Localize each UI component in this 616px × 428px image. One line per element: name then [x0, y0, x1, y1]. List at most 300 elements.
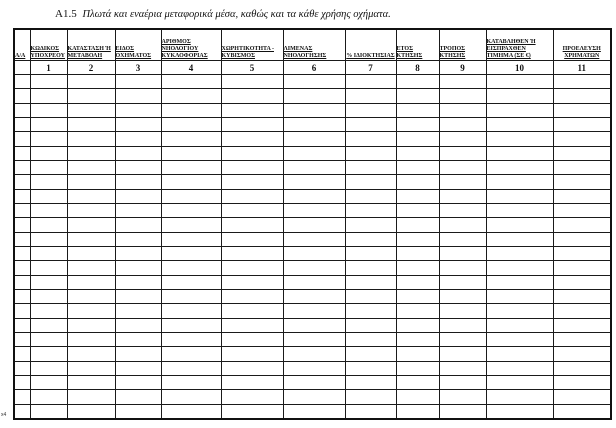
table-cell-status-change[interactable]: [67, 89, 115, 103]
table-cell-registry-number[interactable]: [161, 289, 221, 303]
table-cell-ownership-percent[interactable]: [345, 375, 396, 389]
table-cell-vehicle-type[interactable]: [115, 289, 161, 303]
table-cell-vehicle-type[interactable]: [115, 89, 161, 103]
table-cell-price-paid[interactable]: [486, 146, 553, 160]
table-cell-status-change[interactable]: [67, 146, 115, 160]
table-cell-money-origin[interactable]: [553, 361, 611, 375]
table-cell-price-paid[interactable]: [486, 175, 553, 189]
table-cell-acquisition-year[interactable]: [396, 404, 439, 419]
table-cell-ownership-percent[interactable]: [345, 75, 396, 89]
table-cell-capacity[interactable]: [221, 160, 283, 174]
table-cell-registry-port[interactable]: [283, 160, 345, 174]
table-cell-status-change[interactable]: [67, 103, 115, 117]
table-cell-acquisition-method[interactable]: [439, 318, 486, 332]
table-cell-acquisition-method[interactable]: [439, 75, 486, 89]
table-cell-registry-port[interactable]: [283, 347, 345, 361]
table-cell-acquisition-year[interactable]: [396, 232, 439, 246]
table-cell-acquisition-method[interactable]: [439, 375, 486, 389]
table-cell-acquisition-method[interactable]: [439, 175, 486, 189]
table-cell-price-paid[interactable]: [486, 160, 553, 174]
table-cell-vehicle-type[interactable]: [115, 390, 161, 404]
table-cell-registry-port[interactable]: [283, 103, 345, 117]
table-cell-serial-no[interactable]: [14, 132, 30, 146]
table-cell-status-change[interactable]: [67, 261, 115, 275]
table-cell-registry-port[interactable]: [283, 390, 345, 404]
table-cell-serial-no[interactable]: [14, 275, 30, 289]
table-cell-registry-port[interactable]: [283, 117, 345, 131]
table-cell-acquisition-year[interactable]: [396, 146, 439, 160]
table-cell-money-origin[interactable]: [553, 189, 611, 203]
column-header-status-change: [67, 29, 115, 61]
table-cell-acquisition-method[interactable]: [439, 103, 486, 117]
table-cell-taxpayer-code[interactable]: [30, 332, 67, 346]
table-cell-money-origin[interactable]: [553, 404, 611, 419]
table-cell-serial-no[interactable]: [14, 404, 30, 419]
table-cell-acquisition-year[interactable]: [396, 318, 439, 332]
column-header-label: ΕΙΔΟΣ ΟΧΗΜΑΤΟΣ: [115, 46, 152, 59]
table-cell-price-paid[interactable]: [486, 304, 553, 318]
table-cell-registry-number[interactable]: [161, 175, 221, 189]
table-cell-registry-number[interactable]: [161, 117, 221, 131]
table-cell-price-paid[interactable]: [486, 232, 553, 246]
table-cell-taxpayer-code[interactable]: [30, 261, 67, 275]
table-cell-taxpayer-code[interactable]: [30, 75, 67, 89]
table-cell-acquisition-year[interactable]: [396, 347, 439, 361]
table-cell-taxpayer-code[interactable]: [30, 103, 67, 117]
table-cell-ownership-percent[interactable]: [345, 103, 396, 117]
table-row: [14, 175, 611, 189]
table-cell-capacity[interactable]: [221, 75, 283, 89]
table-cell-serial-no[interactable]: [14, 232, 30, 246]
table-cell-registry-port[interactable]: [283, 375, 345, 389]
table-cell-acquisition-year[interactable]: [396, 218, 439, 232]
table-cell-vehicle-type[interactable]: [115, 361, 161, 375]
table-cell-acquisition-method[interactable]: [439, 304, 486, 318]
table-cell-acquisition-year[interactable]: [396, 332, 439, 346]
table-cell-money-origin[interactable]: [553, 304, 611, 318]
table-cell-status-change[interactable]: [67, 232, 115, 246]
table-cell-taxpayer-code[interactable]: [30, 117, 67, 131]
table-cell-capacity[interactable]: [221, 218, 283, 232]
table-cell-registry-number[interactable]: [161, 189, 221, 203]
table-cell-vehicle-type[interactable]: [115, 404, 161, 419]
table-cell-vehicle-type[interactable]: [115, 246, 161, 260]
table-cell-acquisition-method[interactable]: [439, 347, 486, 361]
table-cell-money-origin[interactable]: [553, 103, 611, 117]
table-cell-vehicle-type[interactable]: [115, 146, 161, 160]
table-cell-acquisition-year[interactable]: [396, 160, 439, 174]
table-cell-status-change[interactable]: [67, 304, 115, 318]
table-cell-registry-port[interactable]: [283, 146, 345, 160]
table-cell-status-change[interactable]: [67, 117, 115, 131]
table-cell-serial-no[interactable]: [14, 390, 30, 404]
table-cell-registry-number[interactable]: [161, 261, 221, 275]
table-cell-capacity[interactable]: [221, 347, 283, 361]
table-cell-taxpayer-code[interactable]: [30, 232, 67, 246]
table-cell-ownership-percent[interactable]: [345, 289, 396, 303]
table-cell-serial-no[interactable]: [14, 332, 30, 346]
table-cell-registry-number[interactable]: [161, 361, 221, 375]
table-cell-taxpayer-code[interactable]: [30, 175, 67, 189]
table-cell-money-origin[interactable]: [553, 203, 611, 217]
table-cell-acquisition-year[interactable]: [396, 203, 439, 217]
table-cell-acquisition-year[interactable]: [396, 189, 439, 203]
table-cell-money-origin[interactable]: [553, 218, 611, 232]
table-cell-acquisition-method[interactable]: [439, 117, 486, 131]
table-cell-acquisition-year[interactable]: [396, 375, 439, 389]
table-cell-ownership-percent[interactable]: [345, 203, 396, 217]
table-cell-registry-port[interactable]: [283, 246, 345, 260]
table-cell-money-origin[interactable]: [553, 375, 611, 389]
table-cell-serial-no[interactable]: [14, 103, 30, 117]
table-cell-taxpayer-code[interactable]: [30, 203, 67, 217]
table-cell-registry-number[interactable]: [161, 347, 221, 361]
table-cell-acquisition-year[interactable]: [396, 175, 439, 189]
table-cell-ownership-percent[interactable]: [345, 189, 396, 203]
table-cell-vehicle-type[interactable]: [115, 103, 161, 117]
table-cell-capacity[interactable]: [221, 89, 283, 103]
table-cell-acquisition-method[interactable]: [439, 89, 486, 103]
table-cell-price-paid[interactable]: [486, 347, 553, 361]
table-cell-serial-no[interactable]: [14, 203, 30, 217]
table-cell-acquisition-method[interactable]: [439, 332, 486, 346]
table-cell-vehicle-type[interactable]: [115, 218, 161, 232]
table-cell-capacity[interactable]: [221, 261, 283, 275]
table-cell-registry-port[interactable]: [283, 203, 345, 217]
table-cell-money-origin[interactable]: [553, 275, 611, 289]
table-cell-ownership-percent[interactable]: [345, 89, 396, 103]
table-cell-registry-port[interactable]: [283, 318, 345, 332]
table-cell-taxpayer-code[interactable]: [30, 189, 67, 203]
table-cell-serial-no[interactable]: [14, 246, 30, 260]
table-cell-status-change[interactable]: [67, 318, 115, 332]
table-cell-serial-no[interactable]: [14, 89, 30, 103]
table-cell-acquisition-year[interactable]: [396, 89, 439, 103]
table-cell-acquisition-method[interactable]: [439, 361, 486, 375]
table-cell-vehicle-type[interactable]: [115, 375, 161, 389]
table-cell-registry-port[interactable]: [283, 304, 345, 318]
table-cell-status-change[interactable]: [67, 347, 115, 361]
table-cell-capacity[interactable]: [221, 404, 283, 419]
table-cell-ownership-percent[interactable]: [345, 132, 396, 146]
table-cell-taxpayer-code[interactable]: [30, 246, 67, 260]
table-cell-ownership-percent[interactable]: [345, 390, 396, 404]
table-cell-price-paid[interactable]: [486, 218, 553, 232]
table-cell-registry-number[interactable]: [161, 232, 221, 246]
table-cell-vehicle-type[interactable]: [115, 160, 161, 174]
table-cell-acquisition-method[interactable]: [439, 232, 486, 246]
table-cell-registry-port[interactable]: [283, 175, 345, 189]
table-cell-status-change[interactable]: [67, 289, 115, 303]
table-cell-acquisition-method[interactable]: [439, 289, 486, 303]
table-cell-serial-no[interactable]: [14, 146, 30, 160]
table-cell-registry-number[interactable]: [161, 275, 221, 289]
table-cell-money-origin[interactable]: [553, 261, 611, 275]
table-cell-registry-port[interactable]: [283, 89, 345, 103]
table-cell-acquisition-method[interactable]: [439, 390, 486, 404]
table-cell-registry-port[interactable]: [283, 404, 345, 419]
table-cell-ownership-percent[interactable]: [345, 246, 396, 260]
table-cell-price-paid[interactable]: [486, 103, 553, 117]
table-cell-taxpayer-code[interactable]: [30, 132, 67, 146]
table-cell-registry-number[interactable]: [161, 132, 221, 146]
table-cell-registry-number[interactable]: [161, 146, 221, 160]
table-cell-capacity[interactable]: [221, 246, 283, 260]
table-cell-money-origin[interactable]: [553, 75, 611, 89]
table-cell-registry-number[interactable]: [161, 103, 221, 117]
table-cell-acquisition-method[interactable]: [439, 189, 486, 203]
table-cell-price-paid[interactable]: [486, 275, 553, 289]
table-cell-acquisition-year[interactable]: [396, 361, 439, 375]
table-cell-money-origin[interactable]: [553, 146, 611, 160]
table-cell-taxpayer-code[interactable]: [30, 160, 67, 174]
table-cell-price-paid[interactable]: [486, 246, 553, 260]
table-cell-acquisition-method[interactable]: [439, 404, 486, 419]
table-cell-serial-no[interactable]: [14, 75, 30, 89]
table-cell-ownership-percent[interactable]: [345, 275, 396, 289]
table-cell-registry-number[interactable]: [161, 203, 221, 217]
table-cell-capacity[interactable]: [221, 304, 283, 318]
table-cell-serial-no[interactable]: [14, 175, 30, 189]
table-cell-vehicle-type[interactable]: [115, 232, 161, 246]
table-cell-price-paid[interactable]: [486, 390, 553, 404]
table-cell-capacity[interactable]: [221, 390, 283, 404]
table-cell-vehicle-type[interactable]: [115, 275, 161, 289]
table-cell-capacity[interactable]: [221, 132, 283, 146]
table-cell-acquisition-method[interactable]: [439, 132, 486, 146]
table-cell-vehicle-type[interactable]: [115, 332, 161, 346]
table-cell-ownership-percent[interactable]: [345, 318, 396, 332]
table-cell-money-origin[interactable]: [553, 175, 611, 189]
table-cell-price-paid[interactable]: [486, 189, 553, 203]
table-cell-acquisition-year[interactable]: [396, 117, 439, 131]
table-cell-ownership-percent[interactable]: [345, 175, 396, 189]
table-cell-registry-port[interactable]: [283, 261, 345, 275]
table-cell-acquisition-year[interactable]: [396, 132, 439, 146]
table-cell-taxpayer-code[interactable]: [30, 404, 67, 419]
table-cell-registry-number[interactable]: [161, 304, 221, 318]
table-cell-price-paid[interactable]: [486, 332, 553, 346]
table-cell-acquisition-method[interactable]: [439, 146, 486, 160]
table-cell-registry-number[interactable]: [161, 160, 221, 174]
table-cell-acquisition-method[interactable]: [439, 275, 486, 289]
table-cell-capacity[interactable]: [221, 232, 283, 246]
table-cell-vehicle-type[interactable]: [115, 304, 161, 318]
table-cell-taxpayer-code[interactable]: [30, 361, 67, 375]
table-cell-status-change[interactable]: [67, 175, 115, 189]
table-cell-ownership-percent[interactable]: [345, 146, 396, 160]
table-cell-money-origin[interactable]: [553, 232, 611, 246]
table-cell-ownership-percent[interactable]: [345, 404, 396, 419]
table-cell-taxpayer-code[interactable]: [30, 390, 67, 404]
table-cell-taxpayer-code[interactable]: [30, 89, 67, 103]
table-cell-registry-number[interactable]: [161, 390, 221, 404]
table-cell-registry-port[interactable]: [283, 75, 345, 89]
table-cell-ownership-percent[interactable]: [345, 218, 396, 232]
table-cell-money-origin[interactable]: [553, 390, 611, 404]
table-cell-registry-number[interactable]: [161, 218, 221, 232]
table-cell-status-change[interactable]: [67, 189, 115, 203]
table-cell-acquisition-year[interactable]: [396, 304, 439, 318]
table-cell-status-change[interactable]: [67, 390, 115, 404]
table-cell-price-paid[interactable]: [486, 203, 553, 217]
table-cell-registry-port[interactable]: [283, 232, 345, 246]
table-cell-serial-no[interactable]: [14, 160, 30, 174]
column-header-label: % ΙΔΙΟΚΤΗΣΙΑΣ: [346, 53, 395, 59]
column-number-price-paid: 10: [486, 61, 553, 75]
table-cell-price-paid[interactable]: [486, 318, 553, 332]
table-cell-ownership-percent[interactable]: [345, 232, 396, 246]
table-cell-serial-no[interactable]: [14, 304, 30, 318]
table-cell-capacity[interactable]: [221, 175, 283, 189]
table-cell-vehicle-type[interactable]: [115, 347, 161, 361]
table-cell-price-paid[interactable]: [486, 375, 553, 389]
table-cell-money-origin[interactable]: [553, 117, 611, 131]
table-cell-capacity[interactable]: [221, 289, 283, 303]
table-cell-money-origin[interactable]: [553, 347, 611, 361]
table-cell-ownership-percent[interactable]: [345, 347, 396, 361]
table-cell-taxpayer-code[interactable]: [30, 146, 67, 160]
table-cell-capacity[interactable]: [221, 189, 283, 203]
table-row: [14, 246, 611, 260]
table-cell-capacity[interactable]: [221, 203, 283, 217]
table-cell-serial-no[interactable]: [14, 375, 30, 389]
table-cell-price-paid[interactable]: [486, 261, 553, 275]
table-cell-acquisition-method[interactable]: [439, 246, 486, 260]
column-number-status-change: 2: [67, 61, 115, 75]
table-cell-price-paid[interactable]: [486, 75, 553, 89]
table-cell-status-change[interactable]: [67, 375, 115, 389]
table-cell-vehicle-type[interactable]: [115, 132, 161, 146]
table-cell-taxpayer-code[interactable]: [30, 304, 67, 318]
table-cell-acquisition-year[interactable]: [396, 275, 439, 289]
table-cell-acquisition-year[interactable]: [396, 261, 439, 275]
table-cell-taxpayer-code[interactable]: [30, 318, 67, 332]
table-cell-price-paid[interactable]: [486, 361, 553, 375]
table-cell-price-paid[interactable]: [486, 404, 553, 419]
table-cell-acquisition-year[interactable]: [396, 390, 439, 404]
table-cell-registry-port[interactable]: [283, 361, 345, 375]
table-cell-serial-no[interactable]: [14, 261, 30, 275]
table-cell-acquisition-year[interactable]: [396, 289, 439, 303]
table-cell-registry-number[interactable]: [161, 89, 221, 103]
table-cell-ownership-percent[interactable]: [345, 332, 396, 346]
table-cell-serial-no[interactable]: [14, 218, 30, 232]
table-cell-registry-number[interactable]: [161, 404, 221, 419]
table-cell-capacity[interactable]: [221, 275, 283, 289]
table-cell-status-change[interactable]: [67, 332, 115, 346]
table-cell-vehicle-type[interactable]: [115, 318, 161, 332]
table-cell-registry-number[interactable]: [161, 318, 221, 332]
table-cell-status-change[interactable]: [67, 160, 115, 174]
table-cell-serial-no[interactable]: [14, 289, 30, 303]
table-cell-ownership-percent[interactable]: [345, 261, 396, 275]
table-cell-vehicle-type[interactable]: [115, 189, 161, 203]
table-cell-ownership-percent[interactable]: [345, 304, 396, 318]
table-cell-taxpayer-code[interactable]: [30, 275, 67, 289]
table-cell-ownership-percent[interactable]: [345, 361, 396, 375]
table-cell-vehicle-type[interactable]: [115, 175, 161, 189]
table-cell-capacity[interactable]: [221, 117, 283, 131]
table-cell-status-change[interactable]: [67, 275, 115, 289]
table-cell-registry-port[interactable]: [283, 332, 345, 346]
table-cell-vehicle-type[interactable]: [115, 75, 161, 89]
table-cell-money-origin[interactable]: [553, 332, 611, 346]
table-cell-acquisition-year[interactable]: [396, 75, 439, 89]
table-cell-serial-no[interactable]: [14, 117, 30, 131]
table-cell-registry-port[interactable]: [283, 289, 345, 303]
table-cell-serial-no[interactable]: [14, 347, 30, 361]
table-cell-price-paid[interactable]: [486, 117, 553, 131]
table-cell-status-change[interactable]: [67, 203, 115, 217]
table-cell-ownership-percent[interactable]: [345, 160, 396, 174]
table-cell-registry-port[interactable]: [283, 275, 345, 289]
column-number-acquisition-method: 9: [439, 61, 486, 75]
table-cell-money-origin[interactable]: [553, 160, 611, 174]
table-cell-registry-number[interactable]: [161, 375, 221, 389]
table-body: [14, 75, 611, 420]
table-cell-capacity[interactable]: [221, 361, 283, 375]
table-cell-capacity[interactable]: [221, 103, 283, 117]
column-header-money-origin: [553, 29, 611, 61]
table-cell-money-origin[interactable]: [553, 132, 611, 146]
table-cell-serial-no[interactable]: [14, 318, 30, 332]
table-cell-money-origin[interactable]: [553, 89, 611, 103]
table-cell-serial-no[interactable]: [14, 189, 30, 203]
table-cell-price-paid[interactable]: [486, 132, 553, 146]
table-cell-acquisition-year[interactable]: [396, 103, 439, 117]
table-cell-registry-port[interactable]: [283, 132, 345, 146]
table-cell-taxpayer-code[interactable]: [30, 375, 67, 389]
table-cell-vehicle-type[interactable]: [115, 203, 161, 217]
table-cell-registry-number[interactable]: [161, 332, 221, 346]
table-cell-price-paid[interactable]: [486, 289, 553, 303]
table-cell-capacity[interactable]: [221, 332, 283, 346]
table-cell-money-origin[interactable]: [553, 289, 611, 303]
table-cell-registry-port[interactable]: [283, 189, 345, 203]
table-cell-registry-number[interactable]: [161, 246, 221, 260]
vehicles-table: [13, 28, 612, 420]
table-cell-serial-no[interactable]: [14, 361, 30, 375]
table-cell-acquisition-method[interactable]: [439, 203, 486, 217]
table-cell-price-paid[interactable]: [486, 89, 553, 103]
table-cell-capacity[interactable]: [221, 318, 283, 332]
table-cell-status-change[interactable]: [67, 361, 115, 375]
table-cell-capacity[interactable]: [221, 146, 283, 160]
table-cell-money-origin[interactable]: [553, 318, 611, 332]
table-cell-status-change[interactable]: [67, 404, 115, 419]
table-cell-taxpayer-code[interactable]: [30, 218, 67, 232]
table-cell-status-change[interactable]: [67, 132, 115, 146]
table-row: [14, 132, 611, 146]
table-cell-ownership-percent[interactable]: [345, 117, 396, 131]
table-cell-status-change[interactable]: [67, 75, 115, 89]
table-cell-vehicle-type[interactable]: [115, 117, 161, 131]
table-cell-status-change[interactable]: [67, 246, 115, 260]
table-cell-registry-number[interactable]: [161, 75, 221, 89]
table-cell-taxpayer-code[interactable]: [30, 289, 67, 303]
table-cell-acquisition-method[interactable]: [439, 261, 486, 275]
table-cell-money-origin[interactable]: [553, 246, 611, 260]
table-cell-registry-port[interactable]: [283, 218, 345, 232]
table-cell-acquisition-year[interactable]: [396, 246, 439, 260]
table-cell-status-change[interactable]: [67, 218, 115, 232]
table-cell-acquisition-method[interactable]: [439, 218, 486, 232]
table-cell-capacity[interactable]: [221, 375, 283, 389]
table-cell-vehicle-type[interactable]: [115, 261, 161, 275]
table-cell-taxpayer-code[interactable]: [30, 347, 67, 361]
table-cell-acquisition-method[interactable]: [439, 160, 486, 174]
